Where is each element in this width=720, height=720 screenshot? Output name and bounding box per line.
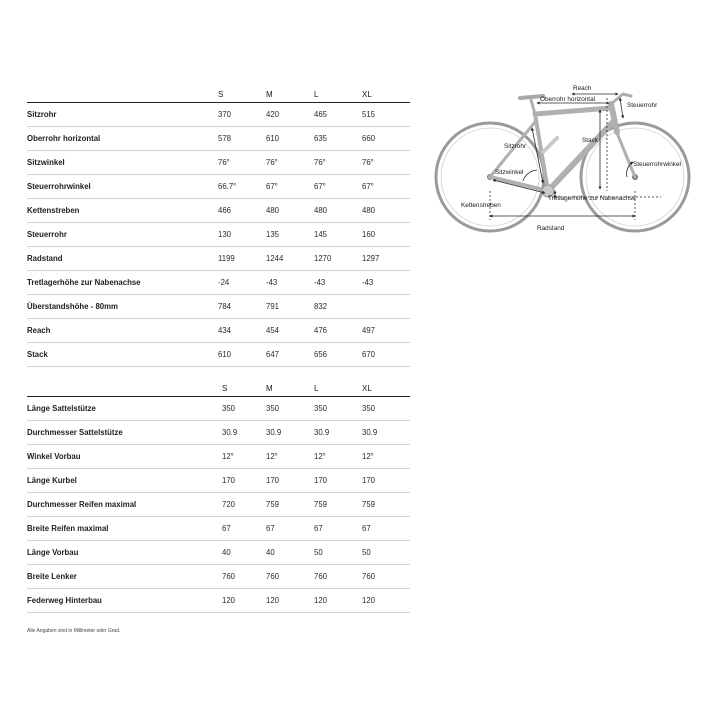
value-s: 66.7° <box>218 175 266 199</box>
value-s: -24 <box>218 271 266 295</box>
row-label: Länge Sattelstütze <box>27 397 218 421</box>
value-l: 12° <box>314 445 362 469</box>
table-row-winkel-vorbau <box>27 445 410 469</box>
value-m: 120 <box>266 589 314 613</box>
value-s: 720 <box>218 493 266 517</box>
label-stack: Stack <box>582 137 598 144</box>
row-label: Steuerrohrwinkel <box>27 175 218 199</box>
value-m: 760 <box>266 565 314 589</box>
row-label: Breite Reifen maximal <box>27 517 218 541</box>
value-s: 434 <box>218 319 266 343</box>
value-xl: 480 <box>362 199 410 223</box>
value-s: 370 <box>218 103 266 127</box>
value-m: 350 <box>266 397 314 421</box>
table-row-durchmesser-reifen-maximal <box>27 493 410 517</box>
table-row-stack <box>27 343 410 367</box>
value-m: 480 <box>266 199 314 223</box>
value-m: 135 <box>266 223 314 247</box>
table-row-breite-reifen-maximal <box>27 517 410 541</box>
size-header-l: L <box>314 90 362 103</box>
row-label: Sitzrohr <box>27 103 218 127</box>
row-label: Oberrohr horizontal <box>27 127 218 151</box>
value-l: 832 <box>314 295 362 319</box>
row-label: Länge Kurbel <box>27 469 218 493</box>
value-m: 759 <box>266 493 314 517</box>
value-s: 130 <box>218 223 266 247</box>
value-m: 67 <box>266 517 314 541</box>
value-m: 454 <box>266 319 314 343</box>
value-xl: 120 <box>362 589 410 613</box>
header-blank <box>27 384 218 397</box>
value-xl: 30.9 <box>362 421 410 445</box>
value-xl: 12° <box>362 445 410 469</box>
table-row-reach <box>27 319 410 343</box>
value-m: 610 <box>266 127 314 151</box>
value-s: 466 <box>218 199 266 223</box>
row-label: Reach <box>27 319 218 343</box>
value-m: 67° <box>266 175 314 199</box>
label-reach: Reach <box>573 85 592 92</box>
table-row-ueberstandshoehe-80mm <box>27 295 410 319</box>
size-header-row <box>27 384 410 397</box>
row-label: Durchmesser Reifen maximal <box>27 493 218 517</box>
value-l: 1270 <box>314 247 362 271</box>
table-row-federweg-hinterbau <box>27 589 410 613</box>
value-m: 76° <box>266 151 314 175</box>
header-blank <box>27 90 218 103</box>
value-xl: 50 <box>362 541 410 565</box>
table-row-kettenstreben <box>27 199 410 223</box>
row-label: Winkel Vorbau <box>27 445 218 469</box>
value-l: 170 <box>314 469 362 493</box>
value-l: 76° <box>314 151 362 175</box>
label-oberrohr-horizontal: Oberrohr horizontal <box>540 96 596 103</box>
table-row-laenge-vorbau <box>27 541 410 565</box>
value-m: 12° <box>266 445 314 469</box>
label-sitzrohr: Sitzrohr <box>504 143 527 150</box>
label-steuerrohrwinkel: Steuerrohrwinkel <box>633 161 681 168</box>
row-label: Kettenstreben <box>27 199 218 223</box>
table-row-steuerrohrwinkel <box>27 175 410 199</box>
size-header-xl: XL <box>362 90 410 103</box>
value-s: 578 <box>218 127 266 151</box>
row-label: Breite Lenker <box>27 565 218 589</box>
size-header-row <box>27 90 410 103</box>
value-m: 647 <box>266 343 314 367</box>
value-m: 40 <box>266 541 314 565</box>
value-l: 760 <box>314 565 362 589</box>
footnote: Alle Angaben sind in Millimeter oder Grad. <box>27 628 121 634</box>
row-label: Federweg Hinterbau <box>27 589 218 613</box>
value-xl: 670 <box>362 343 410 367</box>
value-l: 145 <box>314 223 362 247</box>
value-xl: 1297 <box>362 247 410 271</box>
components-table <box>27 384 410 613</box>
value-l: 120 <box>314 589 362 613</box>
value-l: 759 <box>314 493 362 517</box>
label-tretlagerhoehe: Tretlagerhöhe zur Nabenachse <box>548 195 636 202</box>
value-xl: 760 <box>362 565 410 589</box>
table-row-laenge-kurbel <box>27 469 410 493</box>
value-xl: -43 <box>362 271 410 295</box>
value-m: 791 <box>266 295 314 319</box>
label-kettenstreben: Kettenstreben <box>461 202 501 209</box>
value-xl: 160 <box>362 223 410 247</box>
value-xl: 497 <box>362 319 410 343</box>
value-l: 50 <box>314 541 362 565</box>
table-row-oberrohr-horizontal <box>27 127 410 151</box>
value-s: 170 <box>218 469 266 493</box>
value-xl: 350 <box>362 397 410 421</box>
value-xl: 67 <box>362 517 410 541</box>
value-s: 610 <box>218 343 266 367</box>
bike-geometry-diagram <box>425 70 710 245</box>
table-row-sitzrohr <box>27 103 410 127</box>
value-l: 30.9 <box>314 421 362 445</box>
size-header-m: M <box>266 90 314 103</box>
value-s: 67 <box>218 517 266 541</box>
size-header-xl: XL <box>362 384 410 397</box>
label-steuerrohr: Steuerrohr <box>627 102 658 109</box>
table-row-laenge-sattelstuetze <box>27 397 410 421</box>
size-header-m: M <box>266 384 314 397</box>
value-m: 420 <box>266 103 314 127</box>
value-l: 476 <box>314 319 362 343</box>
value-l: 67° <box>314 175 362 199</box>
value-l: -43 <box>314 271 362 295</box>
value-s: 350 <box>218 397 266 421</box>
table-row-sitzwinkel <box>27 151 410 175</box>
value-s: 40 <box>218 541 266 565</box>
value-l: 480 <box>314 199 362 223</box>
value-m: 30.9 <box>266 421 314 445</box>
value-m: -43 <box>266 271 314 295</box>
value-s: 12° <box>218 445 266 469</box>
value-s: 1199 <box>218 247 266 271</box>
value-s: 30.9 <box>218 421 266 445</box>
value-m: 170 <box>266 469 314 493</box>
row-label: Radstand <box>27 247 218 271</box>
value-l: 656 <box>314 343 362 367</box>
row-label: Durchmesser Sattelstütze <box>27 421 218 445</box>
value-xl: 170 <box>362 469 410 493</box>
value-xl <box>362 295 410 319</box>
table-row-tretlagerhoehe-zur-nabenachse <box>27 271 410 295</box>
value-l: 67 <box>314 517 362 541</box>
value-l: 465 <box>314 103 362 127</box>
value-l: 635 <box>314 127 362 151</box>
value-xl: 67° <box>362 175 410 199</box>
value-xl: 515 <box>362 103 410 127</box>
value-xl: 76° <box>362 151 410 175</box>
table-row-steuerrohr <box>27 223 410 247</box>
label-radstand: Radstand <box>537 225 565 232</box>
value-xl: 759 <box>362 493 410 517</box>
row-label: Steuerrohr <box>27 223 218 247</box>
table-row-durchmesser-sattelstuetze <box>27 421 410 445</box>
label-sitzwinkel: Sitzwinkel <box>495 169 524 176</box>
value-s: 120 <box>218 589 266 613</box>
table-row-radstand <box>27 247 410 271</box>
geometry-table <box>27 90 410 367</box>
row-label: Länge Vorbau <box>27 541 218 565</box>
size-header-l: L <box>314 384 362 397</box>
value-s: 784 <box>218 295 266 319</box>
row-label: Sitzwinkel <box>27 151 218 175</box>
size-header-s: S <box>218 384 266 397</box>
table-row-breite-lenker <box>27 565 410 589</box>
row-label: Überstandshöhe - 80mm <box>27 295 218 319</box>
value-s: 76° <box>218 151 266 175</box>
value-s: 760 <box>218 565 266 589</box>
value-l: 350 <box>314 397 362 421</box>
value-m: 1244 <box>266 247 314 271</box>
row-label: Tretlagerhöhe zur Nabenachse <box>27 271 218 295</box>
value-xl: 660 <box>362 127 410 151</box>
row-label: Stack <box>27 343 218 367</box>
size-header-s: S <box>218 90 266 103</box>
